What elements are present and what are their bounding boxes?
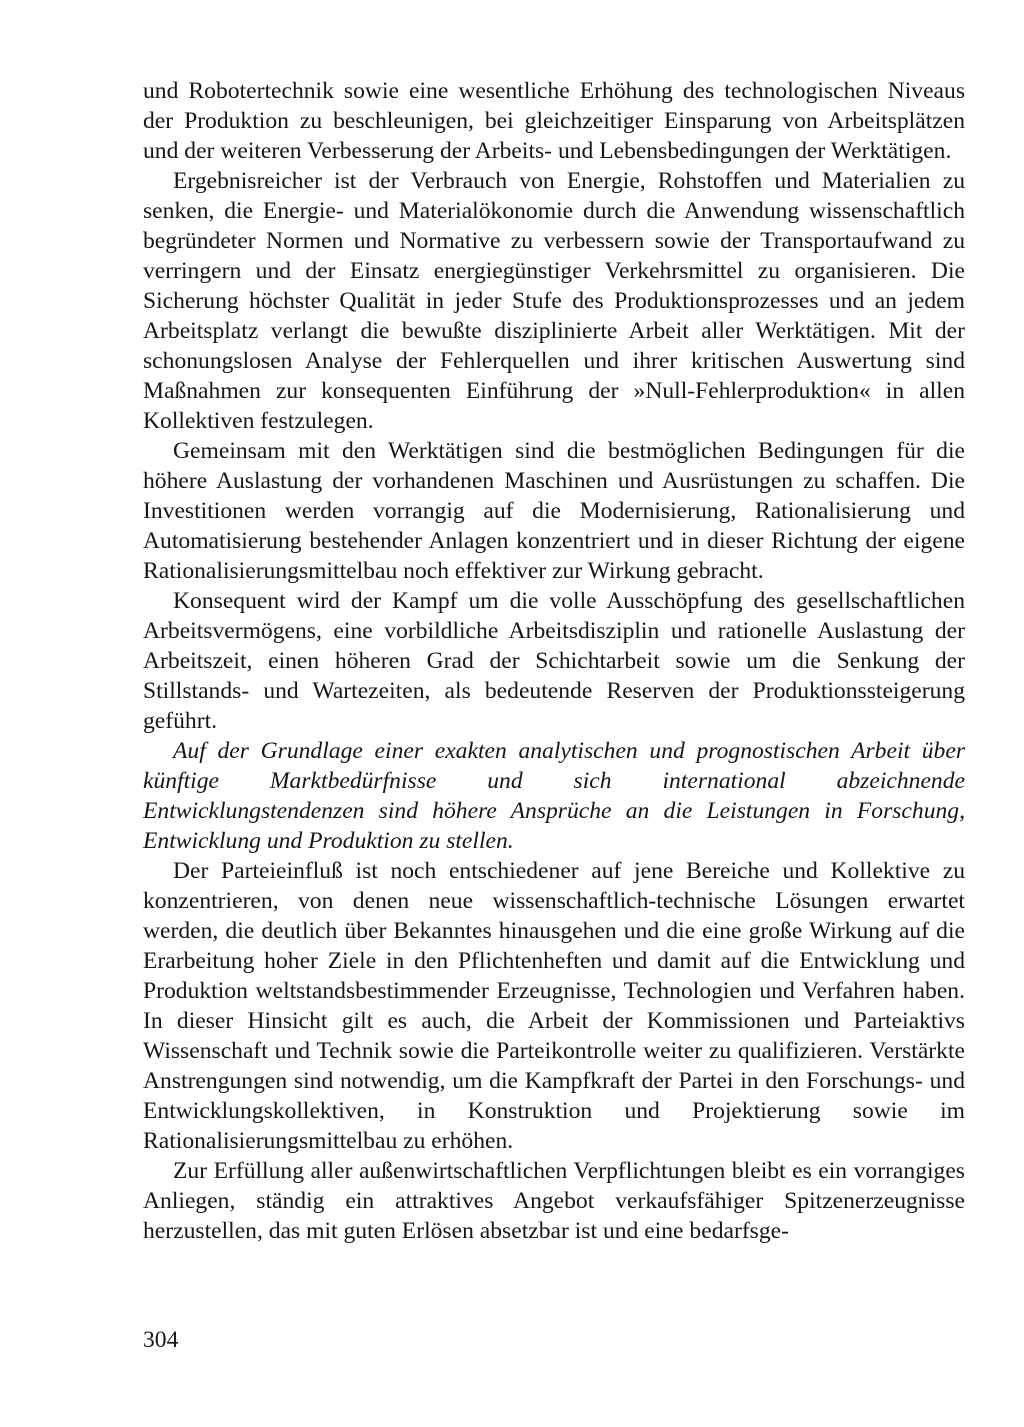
document-page [143,76,965,1246]
paragraph-machines-investments: Gemeinsam mit den Werktätigen sind die bestmöglichen Bedingungen für die höhere Auslastung der vorhandenen Maschinen und Ausrüstungen zu schaffen. Die Investitionen werden vorrangig auf die Modernisierung, Rationalisierung und Automatisierung bestehender Anlagen konzentriert und in dieser Richtung der eigene Rationalisierungsmittelbau noch effektiver zur Wirkung gebracht. [143,438,965,584]
paragraph-continuation: und Robotertechnik sowie eine wesentliche Erhöhung des technologischen Niveaus der Produktion zu beschleunigen, bei gleichzeitiger Einsparung von Arbeitsplätzen und der weiteren Verbesserung der Arbeits- und Lebensbedingungen der Werktätigen. [143,78,965,164]
paragraph-party-influence: Der Parteieinfluß ist noch entschiedener auf jene Bereiche und Kollektive zu konzentrieren, von denen neue wissenschaftlich-technische Lösungen erwartet werden, die deutlich über Bekanntes hinausgehen und die eine große Wirkung auf die Erarbeitung hoher Ziele in den Pflichtenheften und damit auf die Entwicklung und Produktion weltstandsbestimmender Erzeugnisse, Technologien und Verfahren haben. In dieser Hinsicht gilt es auch, die Arbeit der Kommissionen und Parteiaktivs Wissenschaft und Technik sowie die Parteikontrolle weiter zu qualifizieren. Verstärkte Anstrengungen sind notwendig, um die Kampfkraft der Partei in den Forschungs- und Entwicklungskollektiven, in Konstruktion und Projektierung sowie im Rationalisierungsmittelbau zu erhöhen. [143,858,965,1154]
paragraph-foreign-trade: Zur Erfüllung aller außenwirtschaftlichen Verpflichtungen bleibt es ein vorrangiges Anliegen, ständig ein attraktives Angebot verkaufsfähiger Spitzenerzeugnisse herzustellen, das mit guten Erlösen absetzbar ist und eine bedarfsge- [143,1158,965,1244]
paragraph-research-italic: Auf der Grundlage einer exakten analytischen und prognostischen Arbeit über künftige Marktbedürfnisse und sich international abzeichnende Entwicklungstendenzen sind höhere Ansprüche an die Leistungen in Forschung, Entwicklung und Produktion zu stellen. [143,738,965,854]
page-number: 304 [143,1327,179,1353]
paragraph-energy-material: Ergebnisreicher ist der Verbrauch von Energie, Rohstoffen und Materialien zu senken, die Energie- und Materialökonomie durch die Anwendung wissenschaftlich begründeter Normen und Normative zu verbessern sowie der Transportaufwand zu verringern und der Einsatz energiegünstiger Verkehrsmittel zu organisieren. Die Sicherung höchster Qualität in jeder Stufe des Produktionsprozesses und an jedem Arbeitsplatz verlangt die bewußte disziplinierte Arbeit aller Werktätigen. Mit der schonungslosen Analyse der Fehlerquellen und ihrer kritischen Auswertung sind Maßnahmen zur konsequenten Einführung der »Null-Fehlerproduktion« in allen Kollektiven festzulegen. [143,168,965,434]
paragraph-work-capacity: Konsequent wird der Kampf um die volle Ausschöpfung des gesellschaftlichen Arbeitsvermögens, eine vorbildliche Arbeitsdisziplin und rationelle Auslastung der Arbeitszeit, einen höheren Grad der Schichtarbeit sowie um die Senkung der Stillstands- und Wartezeiten, als bedeutende Reserven der Produktionssteigerung geführt. [143,588,965,734]
